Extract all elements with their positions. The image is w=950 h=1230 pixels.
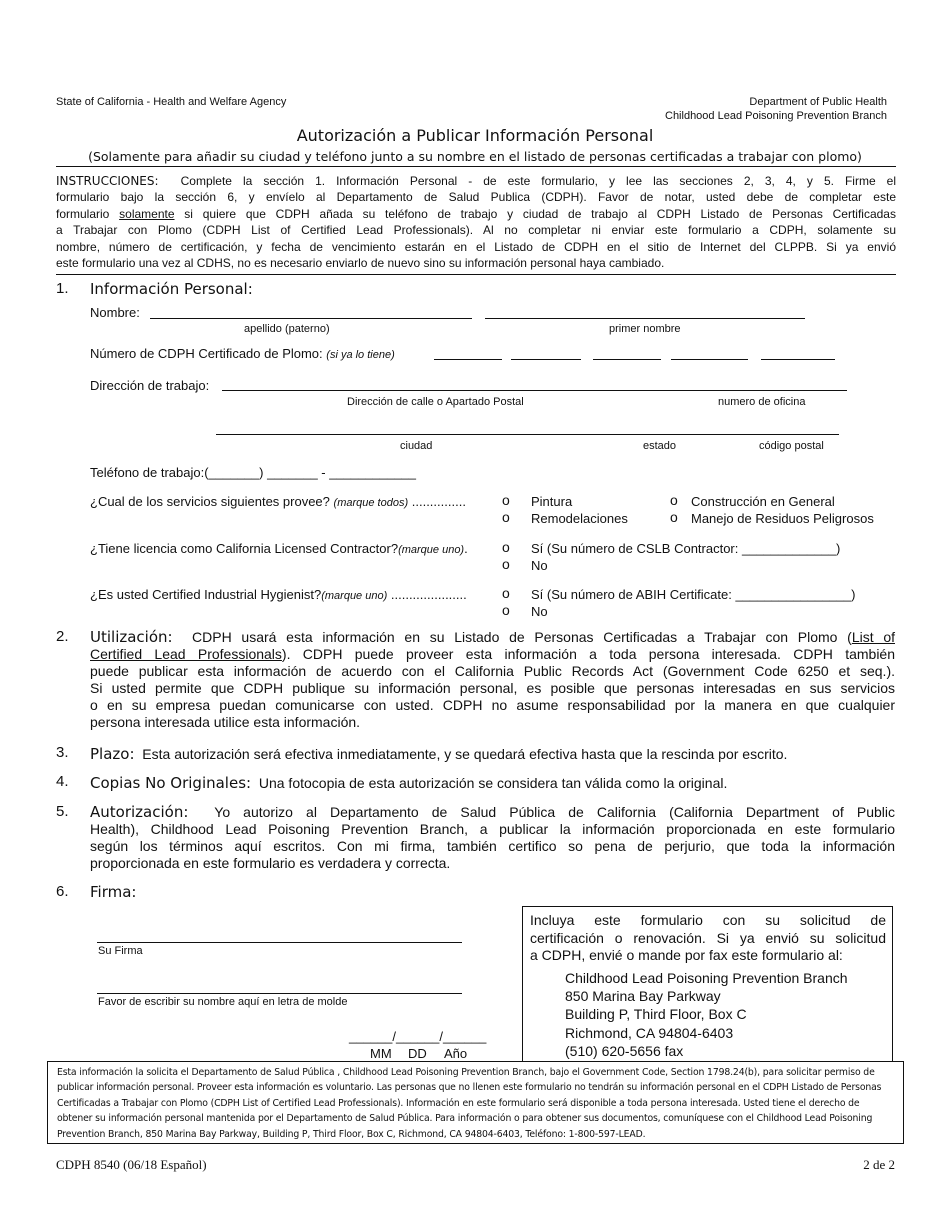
section-plazo [90,745,787,763]
title-divider [56,166,896,167]
section-number: 4. [56,773,69,790]
state-caption: estado [643,440,677,452]
instructions-block [56,173,896,271]
work-phone-row [90,465,416,480]
date-year-caption: Año [444,1046,468,1061]
mailing-instructions-box [522,906,893,1062]
privacy-notice-box [47,1061,904,1144]
utilizacion-text: persona interesada utilice esta información. [90,714,361,730]
contractor-yes-label: Sí (Su número de CSLB Contractor: _____________) [531,541,841,556]
hygienist-question-text: ¿Es usted Certified Industrial Hygienist? [90,587,322,602]
mailing-text: a CDPH, envié o mande por fax este formulario al: [530,947,843,963]
contractor-question [90,541,500,556]
section-title-firma: Firma: [90,883,137,901]
privacy-text: obtener su información personal mantenida por el Departamento de Salud Pública. Para información o para obtener sus documentos, comuníquese con el Childhood Lead Poisoning [57,1113,873,1125]
hygienist-hint: (marque uno) [321,590,388,602]
instructions-line: a Trabajar con Plomo (CDPH List of Certified Lead Professionals). Al no completar ni enviar este formulario a CDPH, solamente su [56,223,896,238]
section-title-copias: Copias No Originales: [90,774,252,792]
autorizacion-text: según los términos aquí escritos. Con mi firma, también certifico so pena de perjurio, que toda la información [90,838,895,854]
checkbox-pintura[interactable]: o [502,492,510,508]
page-number: 2 de 2 [863,1157,895,1172]
printed-name-caption: Favor de escribir su nombre aquí en letra de molde [98,996,348,1008]
radio-hygienist-yes[interactable]: o [502,585,510,601]
autorizacion-text: Health), Childhood Lead Poisoning Prevention Branch, a publicar la información proporcionada en este formulario [90,821,895,837]
utilizacion-text: CDPH usará esta información en su Listado de Personas Certificadas a Trabajar con Plomo ( [192,629,852,645]
surname-caption: apellido (paterno) [244,323,330,335]
section-number: 1. [56,280,69,297]
section-number: 6. [56,883,69,900]
section-number: 2. [56,628,69,645]
services-question [90,494,500,509]
privacy-text: Certificadas a Trabajar con Plomo (CDPH List of Certified Lead Professionals). Información en este formulario será disponible a toda persona interesada. Usted tiene el derecho de [57,1097,860,1109]
cert-number-field-5[interactable] [761,359,835,360]
firstname-caption: primer nombre [609,323,681,335]
instructions-line: formulario bajo la sección 6, y envíelo al Departamento de Salud Publica (CDPH). Favor de notar, usted debe de completar este [56,190,896,205]
instructions-line: formulario [56,206,110,221]
section-autorizacion [90,804,895,872]
mailing-address-branch: Childhood Lead Poisoning Prevention Branch [565,970,848,986]
zip-caption: código postal [759,440,824,452]
instructions-divider [56,274,896,275]
radio-contractor-yes[interactable]: o [502,539,510,555]
mailing-text: Incluya este formulario con su solicitud de [530,912,886,928]
mailing-text: certificación o renovación. Si ya envió su solicitud [530,929,886,946]
certified-list-link[interactable]: Certified Lead Professionals [90,646,282,662]
section-utilizacion [90,629,895,731]
contractor-hint: (marque uno) [398,544,465,556]
instructions-line: Complete la sección 1. Información Personal - de este formulario, y lee las secciones 2, 3, 4, y 5. Firme el [180,174,897,188]
privacy-text: Esta información la solicita el Departamento de Salud Pública , Childhood Lead Poisoning Prevention Branch, bajo el Government Code, Section 1798.24(b), para solicitar permiso de [57,1067,875,1078]
plazo-text: Esta autorización será efectiva inmediatamente, y se quedará efectiva hasta que la rescinda por escrito. [142,746,788,762]
cert-number-label [90,346,395,361]
surname-field[interactable] [150,318,472,319]
section-number: 5. [56,803,69,820]
copias-text: Una fotocopia de esta autorización se considera tan válida como la original. [258,775,728,791]
option-pintura: Pintura [531,494,573,509]
cert-number-hint: (si ya lo tiene) [326,349,395,361]
form-id: CDPH 8540 (06/18 Español) [56,1157,207,1172]
instructions-line: este formulario una vez al CDHS, no es necesario enviarlo de nuevo sino su información personal haya cambiado. [56,256,665,271]
mailing-fax: (510) 620-5656 fax [565,1042,684,1059]
hygienist-no-label: No [531,604,548,619]
cert-number-label-text: Número de CDPH Certificado de Plomo: [90,346,323,361]
utilizacion-text: puede publicar esta información de acuerdo con el California Public Records Act (Government Code 6250 et seq.). [90,663,895,679]
form-subtitle: (Solamente para añadir su ciudad y teléfono junto a su nombre en el listado de personas certificadas a trabajar con plomo) [88,149,862,164]
instructions-emphasis: solamente [119,206,175,221]
privacy-text: publicar información personal. Proveer esta información es voluntario. Las personas que no llenen este formulario no tendrán su información personal en el CDPH Listado de Personas [57,1082,882,1094]
hygienist-leader: ..................... [390,587,467,602]
date-dd-caption: DD [408,1046,427,1061]
checkbox-construccion[interactable]: o [670,492,678,508]
street-address-field[interactable] [222,390,847,391]
autorizacion-text: Yo autorizo al Departamento de Salud Pública de California (California Department of Public [214,804,895,820]
mailing-address-street: 850 Marina Bay Parkway [565,988,721,1005]
radio-hygienist-no[interactable]: o [502,602,510,618]
checkbox-remodelaciones[interactable]: o [502,509,510,525]
signature-field[interactable] [97,942,462,943]
date-mm-caption: MM [370,1046,392,1061]
work-address-label: Dirección de trabajo: [90,378,210,393]
section-number: 3. [56,744,69,761]
contractor-leader: . [464,541,468,556]
instructions-line: nombre, número de certificación, y fecha de vencimiento estarán en el Listado de CDPH en el sitio de Internet del CLPPB. Si ya envió [56,239,896,254]
services-leader: ............... [411,494,466,509]
section-title-utilizacion: Utilización: [90,628,173,646]
date-field[interactable]: ______/______/______ [349,1029,487,1044]
cert-number-field-1[interactable] [434,359,502,360]
checkbox-residuos[interactable]: o [670,509,678,525]
section-copias [90,774,727,792]
section-title-plazo: Plazo: [90,745,135,763]
utilizacion-text: ). CDPH puede proveer esta información a toda persona interesada. CDPH también [281,646,895,662]
certified-list-link[interactable]: List of [851,629,895,645]
option-residuos: Manejo de Residuos Peligrosos [691,511,874,526]
city-caption: ciudad [400,440,433,452]
services-question-text: ¿Cual de los servicios siguientes provee? [90,494,330,509]
option-remodelaciones: Remodelaciones [531,511,628,526]
office-caption: numero de oficina [718,396,806,408]
city-state-zip-field[interactable] [216,434,839,435]
utilizacion-text: Si usted permite que CDPH publique su información personal, es posible que personas interesadas en sus servicios [90,680,895,696]
branch-name: Childhood Lead Poisoning Prevention Branch [665,110,887,122]
contractor-no-label: No [531,558,548,573]
services-hint: (marque todos) [333,497,409,509]
cert-number-field-4[interactable] [671,359,748,360]
firstname-field[interactable] [485,318,805,319]
privacy-text: Prevention Branch, 850 Marina Bay Parkway, Building P, Third Floor, Box C, Richmond, CA 94804-6403, Teléfono: 1-800-597-LEAD. [57,1128,646,1140]
cert-number-field-2[interactable] [511,359,581,360]
cert-number-field-3[interactable] [593,359,661,360]
autorizacion-text: proporcionada en este formulario es verdadera y correcta. [90,855,451,871]
instructions-label: INSTRUCCIONES: [56,174,159,188]
name-label: Nombre: [90,305,140,320]
signature-caption: Su Firma [98,945,143,957]
mailing-address-building: Building P, Third Floor, Box C [565,1006,747,1023]
hygienist-yes-label: Sí (Su número de ABIH Certificate: ________________) [531,587,856,602]
work-phone-label: Teléfono de trabajo: [90,465,205,480]
section-title-personal-info: Información Personal: [90,280,253,298]
option-construccion: Construcción en General [691,494,835,509]
street-caption: Dirección de calle o Apartado Postal [347,396,524,408]
form-title: Autorización a Publicar Información Personal [296,126,654,145]
work-phone-field[interactable]: (_______) _______ - ____________ [204,465,417,480]
contractor-question-text: ¿Tiene licencia como California Licensed Contractor? [90,541,399,556]
mailing-address-city: Richmond, CA 94804-6403 [565,1024,734,1041]
department-name: Department of Public Health [749,96,887,108]
agency-name: State of California - Health and Welfare Agency [56,96,287,108]
printed-name-field[interactable] [97,993,462,994]
utilizacion-text: o en su empresa puedan comunicarse con usted. CDPH no asume responsabilidad por la manera en que cualquier [90,697,895,713]
instructions-line: si quiere que CDPH añada su teléfono de trabajo y ciudad de trabajo al CDPH Listado de Personas Certificadas [184,206,896,221]
section-title-autorizacion: Autorización: [90,803,189,821]
radio-contractor-no[interactable]: o [502,556,510,572]
hygienist-question [90,587,500,602]
